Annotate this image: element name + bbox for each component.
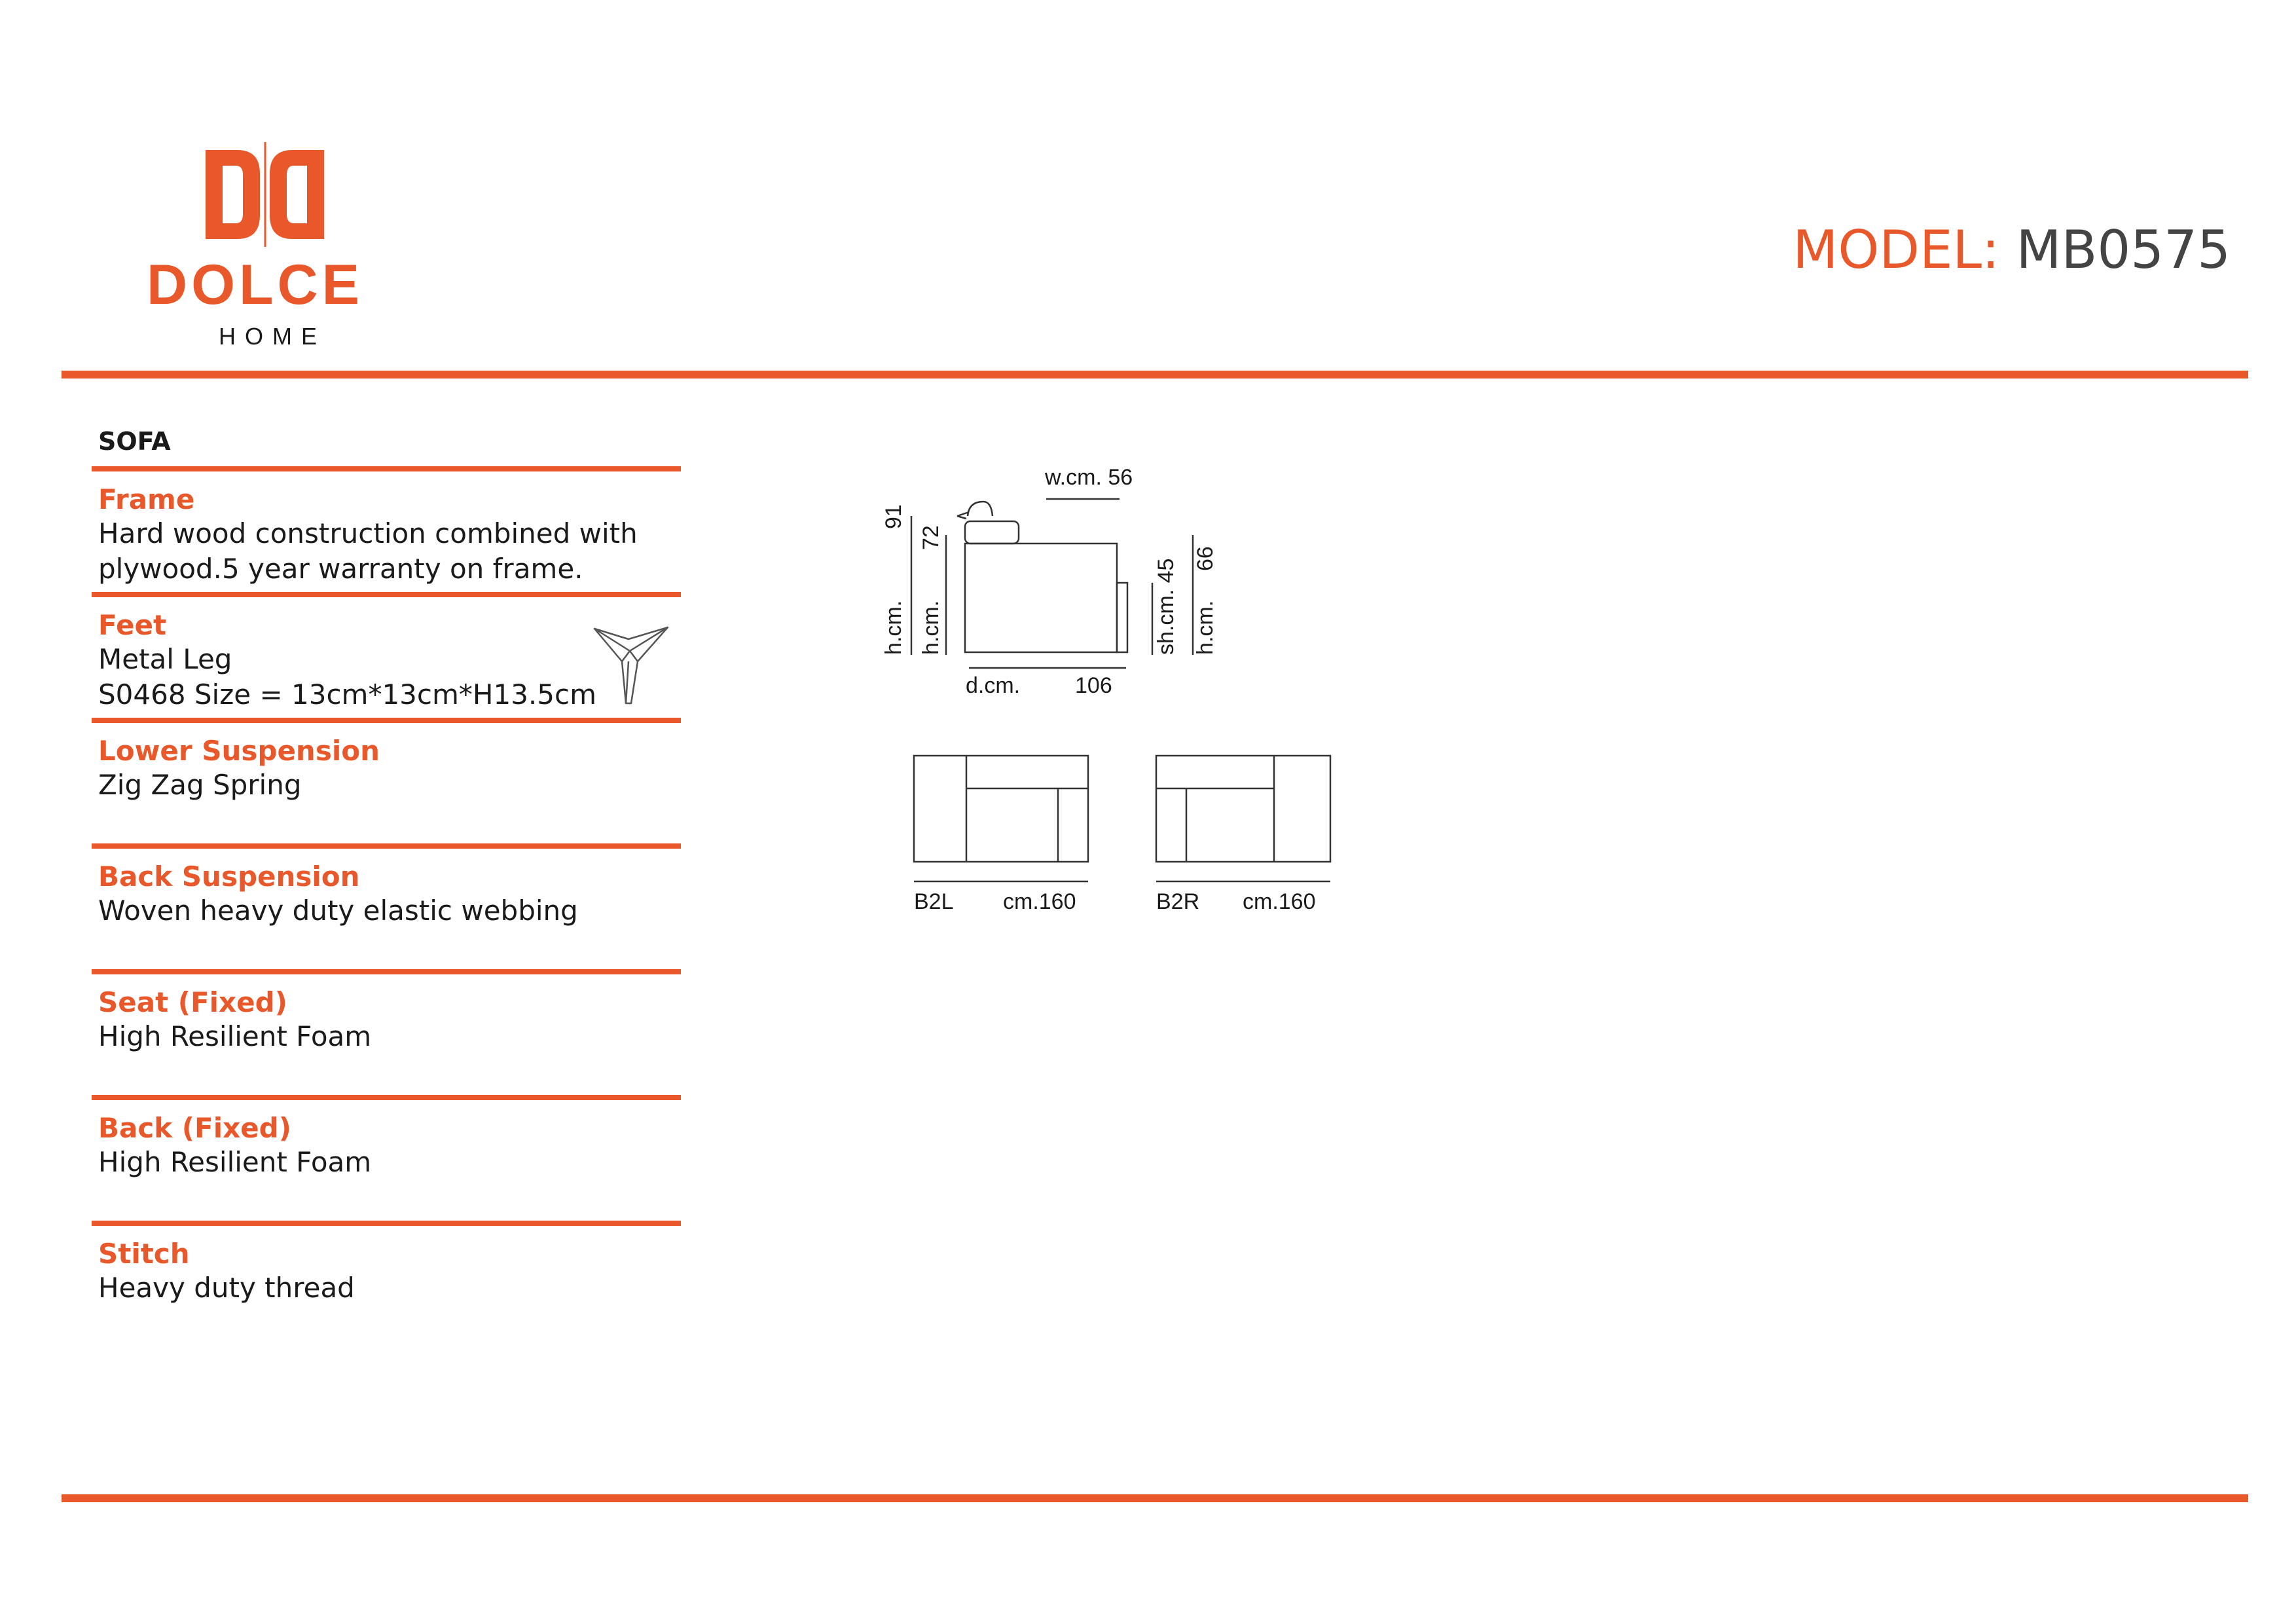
spec-divider bbox=[92, 1221, 681, 1226]
header-divider bbox=[62, 371, 2248, 378]
spec-text-back bbox=[98, 1145, 371, 1180]
model-label: MODEL: bbox=[1793, 219, 2000, 280]
metal-leg-icon bbox=[589, 622, 674, 707]
b2l-top-view-diagram bbox=[910, 753, 1106, 923]
spec-heading-back-suspension: Back Suspension bbox=[98, 860, 360, 893]
spec-line: Zig Zag Spring bbox=[98, 769, 302, 801]
spec-heading-frame: Frame bbox=[98, 483, 195, 515]
spec-heading-back: Back (Fixed) bbox=[98, 1112, 291, 1144]
spec-line: Woven heavy duty elastic webbing bbox=[98, 895, 578, 927]
arm-height-value: 66 bbox=[1193, 546, 1218, 571]
spec-text-back-suspension bbox=[98, 893, 578, 929]
footer-divider bbox=[62, 1494, 2248, 1502]
spec-line: Hard wood construction combined with bbox=[98, 517, 638, 549]
spec-text-stitch bbox=[98, 1270, 355, 1306]
spec-divider bbox=[92, 969, 681, 974]
dolce-home-logo-mark bbox=[204, 141, 325, 249]
b2r-code: B2R bbox=[1156, 889, 1200, 914]
b2l-code: B2L bbox=[914, 889, 954, 914]
spec-divider bbox=[92, 718, 681, 723]
spec-divider bbox=[92, 843, 681, 849]
spec-heading-seat: Seat (Fixed) bbox=[98, 986, 287, 1018]
seat-height-label: sh.cm. 45 bbox=[1154, 558, 1178, 655]
height-total-label: h.cm. bbox=[881, 600, 906, 655]
spec-line: plywood.5 year warranty on frame. bbox=[98, 553, 583, 585]
height-total-value: 91 bbox=[881, 504, 906, 529]
spec-divider bbox=[92, 592, 681, 597]
depth-value: 106 bbox=[1075, 673, 1112, 698]
spec-text-seat bbox=[98, 1019, 371, 1054]
spec-text-feet bbox=[98, 642, 596, 712]
width-label: w.cm. 56 bbox=[1045, 465, 1133, 490]
arm-height-label: h.cm. bbox=[1193, 600, 1218, 655]
spec-heading-feet: Feet bbox=[98, 609, 167, 641]
spec-line: High Resilient Foam bbox=[98, 1020, 372, 1052]
sofa-side-view-diagram bbox=[871, 458, 1277, 720]
b2r-size: cm.160 bbox=[1243, 889, 1316, 914]
spec-line: High Resilient Foam bbox=[98, 1146, 372, 1178]
b2r-top-view-diagram bbox=[1152, 753, 1349, 923]
spec-heading-lower-suspension: Lower Suspension bbox=[98, 735, 380, 767]
section-title: SOFA bbox=[98, 427, 171, 456]
spec-line: Metal Leg bbox=[98, 643, 232, 675]
brand-wordmark: DOLCE bbox=[147, 253, 363, 316]
brand-subline: HOME bbox=[219, 323, 326, 350]
spec-text-frame bbox=[98, 516, 638, 587]
spec-text-lower-suspension bbox=[98, 767, 302, 803]
height-back-value: 72 bbox=[919, 525, 943, 550]
b2l-size: cm.160 bbox=[1003, 889, 1076, 914]
spec-divider bbox=[92, 466, 681, 471]
spec-line: S0468 Size = 13cm*13cm*H13.5cm bbox=[98, 678, 597, 710]
model-title bbox=[1793, 219, 2231, 280]
spec-divider bbox=[92, 1095, 681, 1100]
model-value: MB0575 bbox=[2016, 219, 2231, 280]
spec-heading-stitch: Stitch bbox=[98, 1238, 190, 1270]
spec-line: Heavy duty thread bbox=[98, 1272, 355, 1304]
depth-label: d.cm. bbox=[966, 673, 1021, 698]
height-back-label: h.cm. bbox=[919, 600, 943, 655]
